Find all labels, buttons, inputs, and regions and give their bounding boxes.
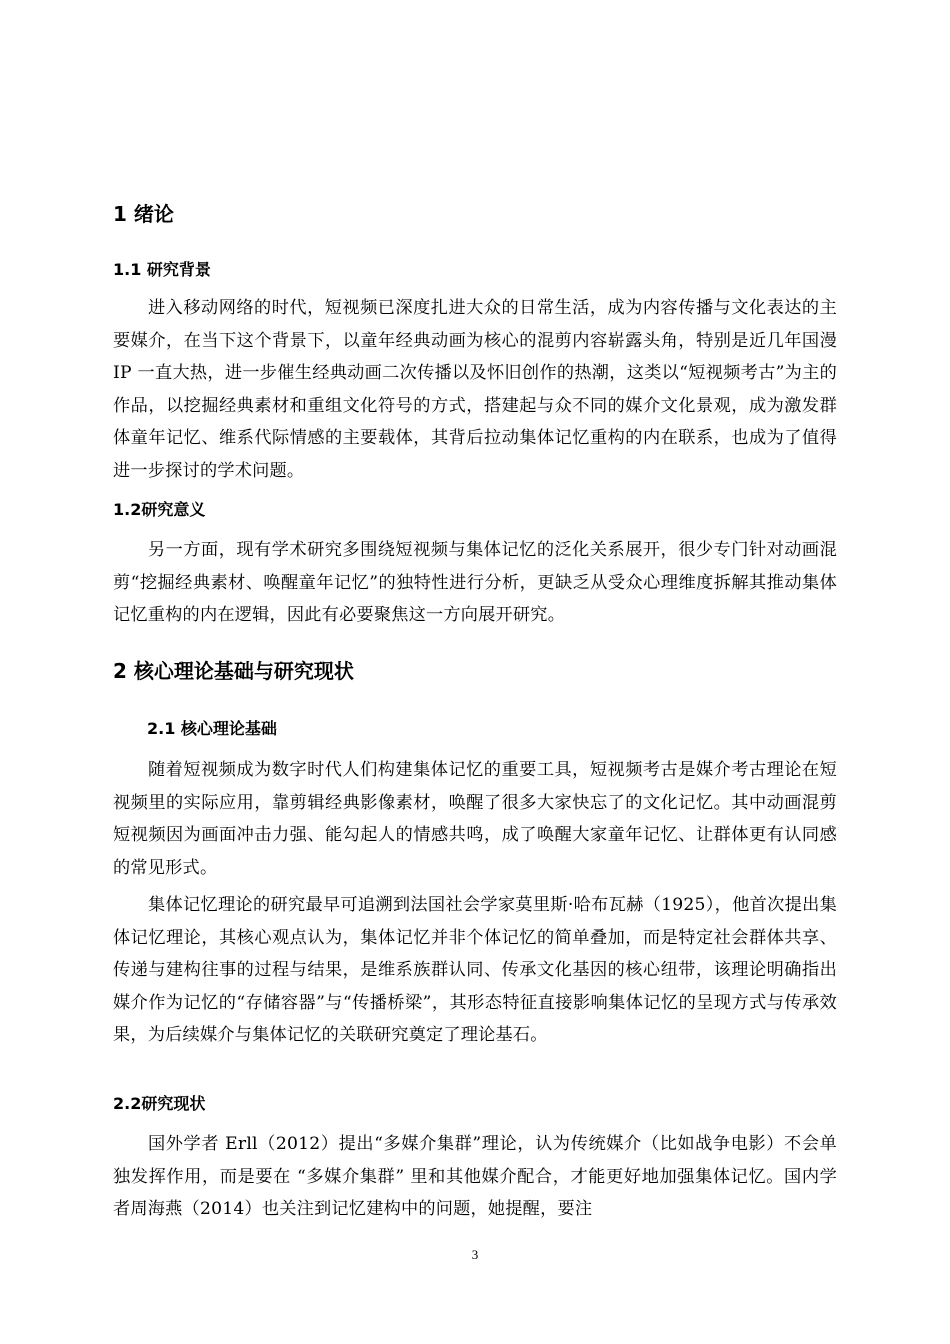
subsection-heading-2-1: 2.1 核心理论基础 [147, 719, 277, 738]
subsection-heading-2-2: 2.2研究现状 [113, 1094, 206, 1113]
paragraph-core-theory-1: 随着短视频成为数字时代人们构建集体记忆的重要工具，短视频考古是媒介考古理论在短视频里的实际应用，靠剪辑经典影像素材，唤醒了很多大家快忘了的文化记忆。其中动画混剪短视频因为画面冲击力强、能勾起人的情感共鸣，成了唤醒大家童年记忆、让群体更有认同感的常见形式。 [113, 760, 837, 878]
subsection-heading-1-2: 1.2研究意义 [113, 500, 206, 519]
section-heading-1: 1 绪论 [113, 202, 174, 226]
page-number: 3 [471, 1247, 479, 1262]
paragraph-research-background: 进入移动网络的时代，短视频已深度扎进大众的日常生活，成为内容传播与文化表达的主要媒介，在当下这个背景下，以童年经典动画为核心的混剪内容崭露头角，特别是近几年国漫 IP 一直大热，进一步催生经典动画二次传播以及怀旧创作的热潮，这类以“短视频考古”为主的作品，以挖掘经典素材和重组文化符号的方式，搭建起与众不同的媒介文化景观，成为激发群体童年记忆、维系代际情感的主要载体，其背后拉动集体记忆重构的内在联系，也成为了值得进一步探讨的学术问题。 [113, 298, 837, 481]
paragraph-core-theory-2: 集体记忆理论的研究最早可追溯到法国社会学家莫里斯·哈布瓦赫（1925），他首次提出集体记忆理论，其核心观点认为，集体记忆并非个体记忆的简单叠加，而是特定社会群体共享、传递与建构往事的过程与结果，是维系族群认同、传承文化基因的核心纽带，该理论明确指出媒介作为记忆的“存储容器”与“传播桥梁”，其形态特征直接影响集体记忆的呈现方式与传承效果，为后续媒介与集体记忆的关联研究奠定了理论基石。 [113, 895, 837, 1046]
paragraph-research-significance: 另一方面，现有学术研究多围绕短视频与集体记忆的泛化关系展开，很少专门针对动画混剪“挖掘经典素材、唤醒童年记忆”的独特性进行分析，更缺乏从受众心理维度拆解其推动集体记忆重构的内在逻辑，因此有必要聚焦这一方向展开研究。 [113, 540, 837, 626]
section-heading-2: 2 核心理论基础与研究现状 [113, 659, 354, 683]
subsection-heading-1-1: 1.1 研究背景 [113, 260, 211, 279]
paragraph-research-status: 国外学者 Erll（2012）提出“多媒介集群”理论，认为传统媒介（比如战争电影）不会单独发挥作用，而是要在 “多媒介集群” 里和其他媒介配合，才能更好地加强集体记忆。国内学者周海燕（2014）也关注到记忆建构中的问题，她提醒，要注 [113, 1134, 837, 1220]
